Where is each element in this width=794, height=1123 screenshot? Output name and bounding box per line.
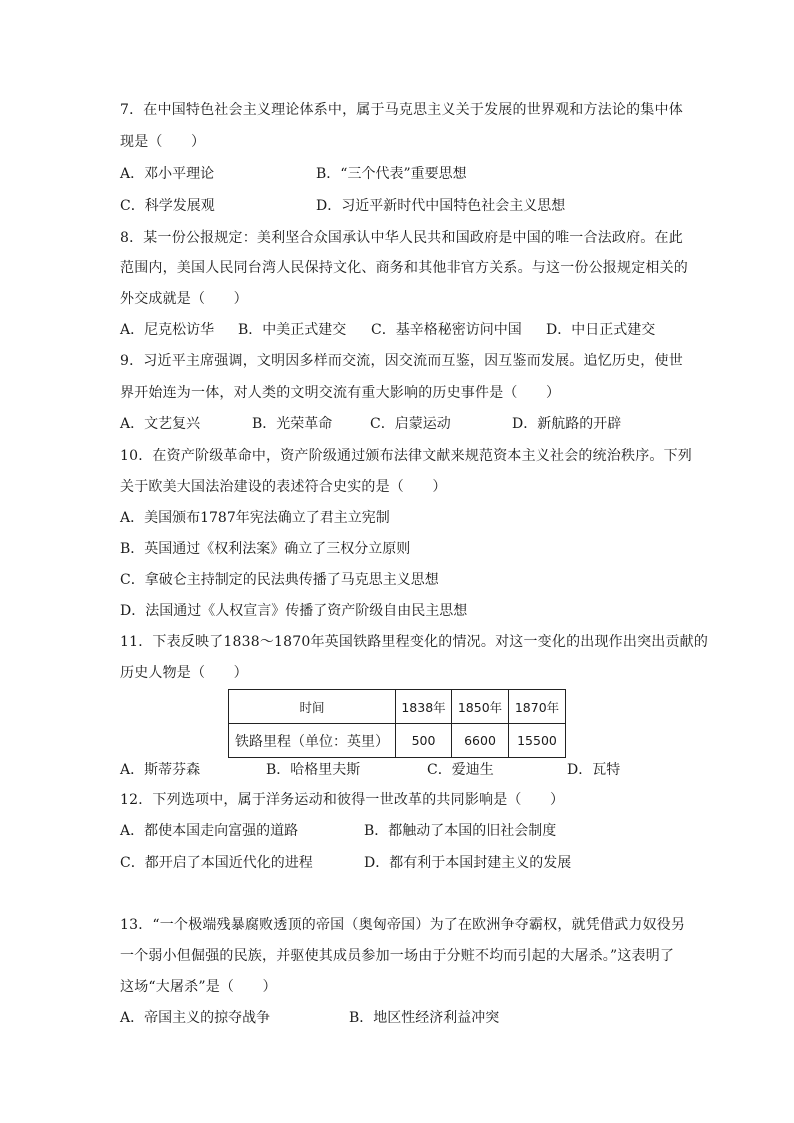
table-header-cell: 时间 [229,690,396,724]
question-11-option-c: C．爱迪生 [427,762,494,778]
question-10-option-b: B．英国通过《权利法案》确立了三权分立原则 [120,541,411,557]
question-9-option-b: B．光荣革命 [252,416,333,432]
question-9-line-2: 界开始连为一体，对人类的文明交流有重大影响的历史事件是（ ） [120,385,561,401]
question-9-line-1: 9．习近平主席强调，文明因多样而交流，因交流而互鉴，因互鉴而发展。追忆历史，使世 [120,353,683,369]
question-12-option-b: B．都触动了本国的旧社会制度 [364,823,557,839]
question-13-option-a: A．帝国主义的掠夺战争 [120,1010,271,1026]
table-header-cell: 1850年 [452,690,509,724]
question-12-option-d: D．都有利于本国封建主义的发展 [364,855,572,871]
table-cell: 15500 [509,724,566,758]
question-9-option-c: C．启蒙运动 [370,416,451,432]
question-11-line-2: 历史人物是（ ） [120,665,248,681]
table-cell: 6600 [452,724,509,758]
table-cell: 铁路里程（单位：英里） [229,724,396,758]
railway-mileage-table [228,689,566,758]
question-8-line-3: 外交成就是（ ） [120,291,248,307]
question-10-option-d: D．法国通过《人权宣言》传播了资产阶级自由民主思想 [120,603,468,619]
question-12-line-1: 12．下列选项中，属于洋务运动和彼得一世改革的共同影响是（ ） [120,792,565,808]
question-8-option-c: C．基辛格秘密访问中国 [371,322,522,338]
question-9-option-d: D．新航路的开辟 [512,416,622,432]
question-13-line-1: 13．“一个极端残暴腐败透顶的帝国（奥匈帝国）为了在欧洲争夺霸权，就凭借武力奴役另 [120,917,686,933]
question-7-option-d: D．习近平新时代中国特色社会主义思想 [316,198,566,214]
question-7-line-1: 7．在中国特色社会主义理论体系中，属于马克思主义关于发展的世界观和方法论的集中体 [120,102,683,118]
question-8-option-a: A．尼克松访华 [120,322,215,338]
question-9-option-a: A．文艺复兴 [120,416,201,432]
table-cell: 500 [396,724,452,758]
question-7-option-a: A．邓小平理论 [120,166,215,182]
question-8-line-2: 范围内，美国人民同台湾人民保持文化、商务和其他非官方关系。与这一份公报规定相关的 [120,260,688,276]
question-11-line-1: 11．下表反映了1838～1870年英国铁路里程变化的情况。对这一变化的出现作出突出贡献的 [120,634,709,650]
question-10-option-c: C．拿破仑主持制定的民法典传播了马克思主义思想 [120,572,439,588]
question-10-option-a: A．美国颁布1787年宪法确立了君主立宪制 [120,510,390,526]
table-header-cell: 1870年 [509,690,566,724]
question-8-option-b: B．中美正式建交 [238,322,347,338]
question-11-option-a: A．斯蒂芬森 [120,762,201,778]
question-7-line-2: 现是（ ） [120,134,206,150]
question-12-option-c: C．都开启了本国近代化的进程 [120,855,313,871]
question-8-line-1: 8．某一份公报规定：美利坚合众国承认中华人民共和国政府是中国的唯一合法政府。在此 [120,230,683,246]
question-10-line-1: 10．在资产阶级革命中，资产阶级通过颁布法律文献来规范资本主义社会的统治秩序。下列 [120,448,693,464]
question-8-option-d: D．中日正式建交 [546,322,656,338]
question-10-line-2: 关于欧美大国法治建设的表述符合史实的是（ ） [120,479,447,495]
question-11-option-d: D．瓦特 [567,762,621,778]
question-12-option-a: A．都使本国走向富强的道路 [120,823,299,839]
table-header-cell: 1838年 [396,690,452,724]
question-13-line-3: 这场“大屠杀”是（ ） [120,979,277,995]
table-row [229,724,566,758]
question-13-option-b: B．地区性经济利益冲突 [349,1010,500,1026]
question-7-option-c: C．科学发展观 [120,198,215,214]
question-11-option-b: B．哈格里夫斯 [266,762,361,778]
question-13-line-2: 一个弱小但倔强的民族，并驱使其成员参加一场由于分赃不均而引起的大屠杀。”这表明了 [120,948,675,964]
table-header-row [229,690,566,724]
question-7-option-b: B．“三个代表”重要思想 [316,166,467,182]
